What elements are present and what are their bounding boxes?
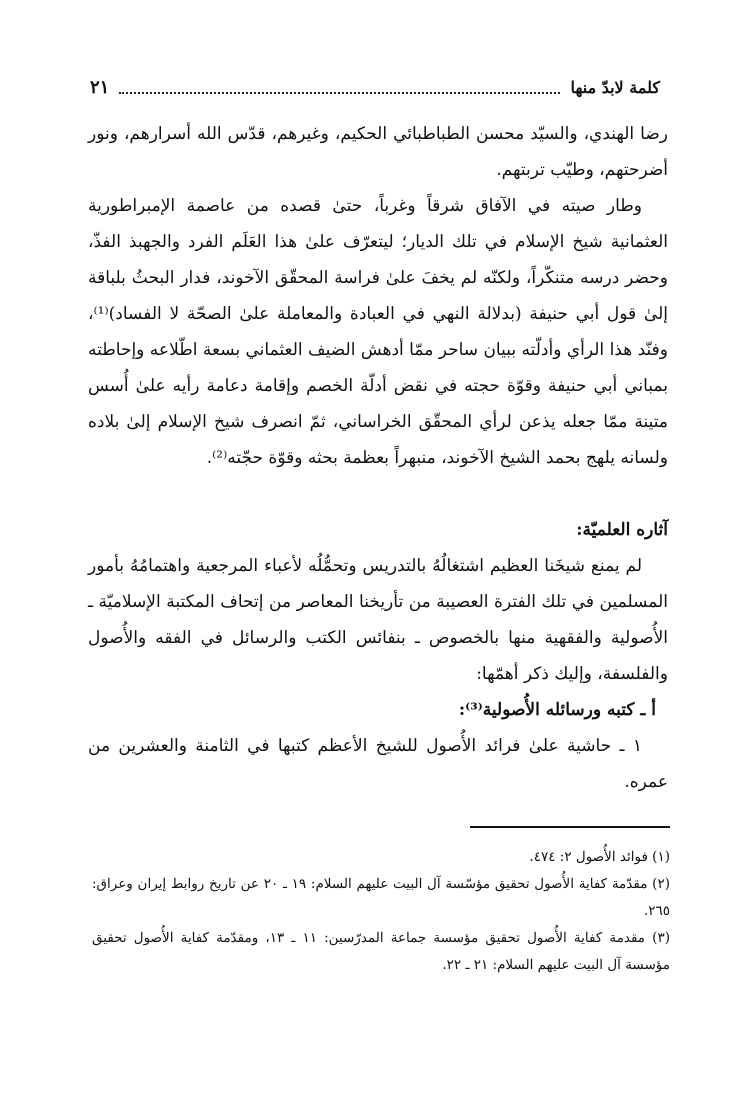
- section-heading: آثاره العلميّة:: [576, 520, 668, 540]
- running-head: [90, 72, 660, 102]
- list-item-1: ١ ـ حاشية علىٰ فرائد الأُصول للشيخ الأعظم كتبها في الثامنة والعشرين من عمره.: [88, 736, 668, 792]
- dot-leader: [119, 80, 560, 94]
- paragraph-3: لم يمنع شيخَنا العظيم اشتغالُهُ بالتدريس وتحمُّلُه لأعباء المرجعية واهتمامُهُ بأمور المسلمين في تلك الفترة العصيبة من تأريخنا المعاصر من إتحاف المكتبة الإسلاميّة ـ الأُصولية والفقهية منها بالخصوص ـ بنفائس الكتب والرسائل في الفقه والأُصول والفلسفة، وإليك ذكر أهمّها:: [88, 556, 668, 684]
- paragraph-2: وطار صيته في الآفاق شرقاً وغرباً، حتىٰ قصده من عاصمة الإمبراطورية العثمانية شيخ الإسلام في تلك الديار؛ ليتعرّف علىٰ هذا العَلَم الفرد والجهبذ الفذّ، وحضر درسه متنكّراً، ولكنّه لم يخفَ علىٰ فراسة المحقّق الآخوند، فدار البحثُ بلباقة إلىٰ قول أبي حنيفة (بدلالة النهي في العبادة والمعاملة علىٰ الصحّة لا الفساد)⁽¹⁾، وفنّد هذا الرأي وأدلّته ببيان ساحر ممّا أدهش الضيف العثماني بسعة اطّلاعه وإحاطته بمباني أبي حنيفة وقوّة حجته في نقض أدلّة الخصم وإقامة دعامة رأيه علىٰ أُسس متينة ممّا جعله يذعن لرأي المحقّق الخراساني، ثمّ انصرف شيخ الإسلام إلىٰ بلاده ولسانه يلهج بحمد الشيخ الآخوند، منبهراً بعظمة بحثه وقوّة حجّته⁽²⁾.: [88, 196, 668, 468]
- footnote-2: (٢) مقدّمة كفاية الأُصول تحقيق مؤسّسة آل البيت عليهم السلام: ١٩ ـ ٢٠ عن تاريخ روابط إيران وعراق: ٢٦٥.: [92, 876, 670, 919]
- footnote-1: (١) فوائد الأُصول ٢: ٤٧٤.: [529, 849, 670, 865]
- footnote-divider: [470, 826, 670, 828]
- paragraph-1: رضا الهندي، والسيّد محسن الطباطبائي الحكيم، وغيرهم، قدّس الله أسرارهم، ونور أضرحتهم، وطيّب تربتهم.: [88, 124, 668, 180]
- footnotes: [92, 844, 670, 979]
- running-head-title: كلمة لابدّ منها: [570, 77, 660, 97]
- footnote-3: (٣) مقدمة كفاية الأُصول تحقيق مؤسسة جماعة المدرّسين: ١١ ـ ١٣، ومقدّمة كفاية الأُصول تحقيق مؤسسة آل البيت عليهم السلام: ٢١ ـ ٢٢.: [92, 930, 670, 973]
- page-number: ٢١: [90, 76, 110, 98]
- subsection-heading: أ ـ كتبه ورسائله الأُصولية⁽³⁾:: [458, 700, 656, 720]
- main-text: [88, 116, 668, 800]
